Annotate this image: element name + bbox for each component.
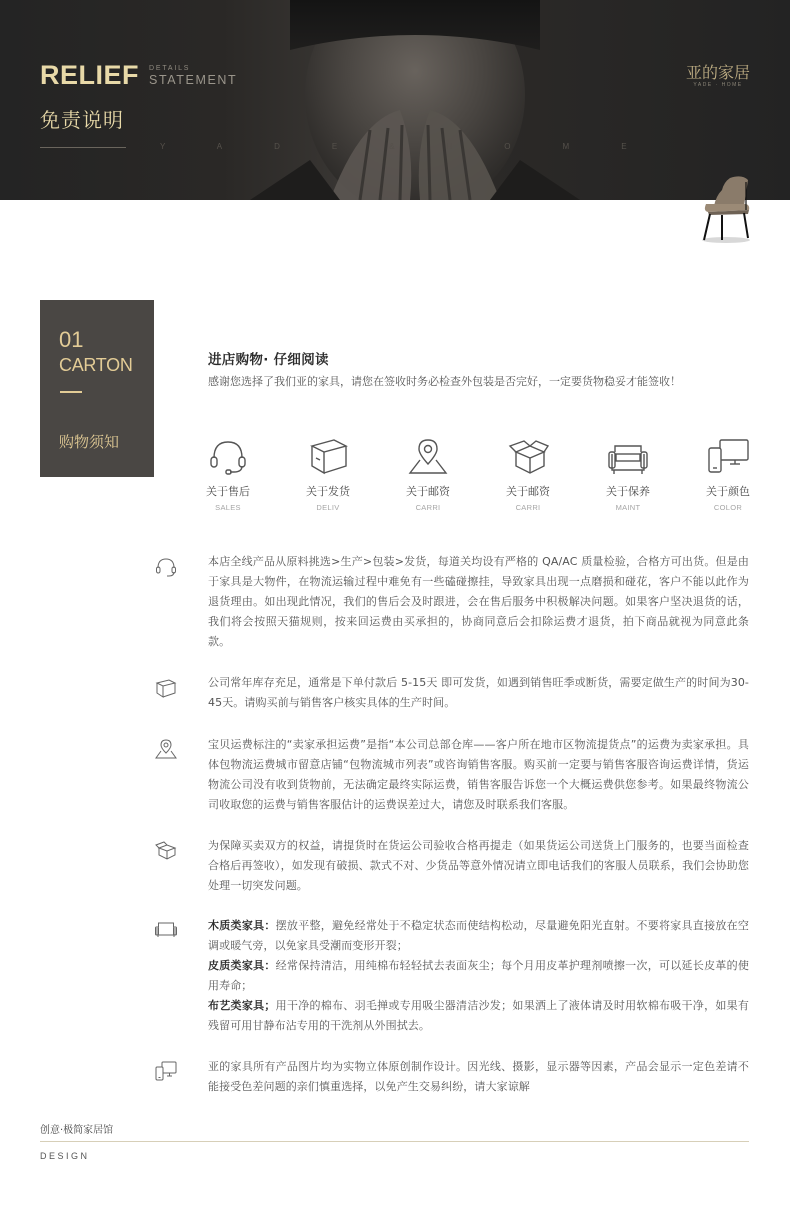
open-box-icon [506,436,550,476]
category-label-en: CARRI [515,503,541,512]
brand-logo-cn: 亚的家居 [685,63,750,82]
section-number: 01 [59,327,84,352]
category-label-cn: 关于邮资 [506,485,550,498]
category-label-en: SALES [215,503,241,512]
footer-divider [40,1141,749,1142]
location-pin-icon [154,738,178,760]
hero-divider [40,147,126,148]
section-dash [60,391,82,393]
footer-tagline: 创意·极简家居馆 [40,1125,114,1136]
category-color[interactable] [698,436,758,512]
maintenance-policy-text [208,916,749,1036]
category-label-cn: 关于发货 [306,485,350,498]
open-box-icon [154,839,178,861]
brand-logo [686,64,750,89]
hero-relief-text: RELIEF [40,60,140,90]
intro-title: 进店购物· 仔细阅读 [208,352,329,368]
intro-subtitle: 感谢您选择了我们亚的家具，请您在签收时务必检查外包装是否完好，一定要货物稳妥才能签收！ [208,375,681,388]
box-icon [306,436,350,476]
devices-icon [706,436,750,476]
hero-brand [40,62,237,89]
chair-image [696,174,756,244]
hero-details-text: DETAILS [149,65,191,72]
hero-portrait-image [250,0,580,200]
hero-banner [0,0,790,200]
box-icon [154,677,178,699]
fabric-furniture-label: 布艺类家具； [208,999,276,1012]
headset-icon [206,436,250,476]
category-label-en: MAINT [615,503,641,512]
leather-furniture-label: 皮质类家具： [208,959,276,972]
category-carriage[interactable] [398,436,458,512]
sales-policy-text: 本店全线产品从原料挑选>生产>包装>发货，每道关均设有严格的 QA/AC 质量检验，合格方可出货。但是由于家具是大物件，在物流运输过程中难免有一些磕碰擦挂，导致家具出现一点磨损和碰花，客户不能以此作为退货理由。如出现此情况，我们的售后会及时跟进，会在售后服务中积极解决问题。如果客户坚决退货的话，我们将会按照天猫规则，按来回运费由买承担的，协商同意后会扣除运费才退货，拍下商品就视为同意此条款。 [208,555,749,648]
category-sales[interactable] [198,436,258,512]
wood-furniture-label: 木质类家具： [208,919,276,932]
delivery-policy-text: 公司常年库存充足，通常是下单付款后 5-15天 即可发货，如遇到销售旺季或断货，需要定做生产的时间为30-45天。请购买前与销售客户核实具体的生产时间。 [208,676,749,709]
sofa-icon [606,436,650,476]
page-title: 免责说明 [40,108,124,132]
category-label-en: COLOR [713,503,743,512]
category-label-cn: 关于邮资 [406,485,450,498]
location-pin-icon [406,436,450,476]
category-label-en: CARRI [415,503,441,512]
category-delivery[interactable] [298,436,358,512]
brand-logo-en: YADE · HOME [693,82,743,88]
category-label-cn: 关于保养 [606,485,650,498]
category-row [198,436,758,516]
section-label-en: CARTON [59,355,133,375]
category-label-en: DELIV [316,503,340,512]
headset-icon [154,556,178,578]
section-card [40,300,154,477]
category-carriage-2[interactable] [498,436,558,512]
wood-furniture-text: 摆放平整，避免经常处于不稳定状态而使结构松动，尽量避免阳光直射。不要将家具直接放在空调或暖气旁，以免家具受潮而变形开裂； [208,919,749,952]
category-label-cn: 关于售后 [206,485,250,498]
inspection-policy-text: 为保障买卖双方的权益，请提货时在货运公司验收合格再提走（如果货运公司送货上门服务的，也要当面检查合格后再签收），如发现有破损、款式不对、少货品等意外情况请立即电话我们的客服人员联系，我们会协助您处理一切突发问题。 [208,839,749,892]
hero-statement-text: STATEMENT [149,73,238,87]
color-policy-text: 亚的家具所有产品图片均为实物立体原创制作设计。因光线、摄影，显示器等因素，产品会显示一定色差请不能接受色差问题的亲们慎重选择，以免产生交易纠纷，请大家谅解 [208,1060,749,1093]
footer-design-text: DESIGN [40,1151,90,1161]
devices-icon [154,1060,178,1082]
fabric-furniture-text: 用干净的棉布、羽毛掸或专用吸尘器清洁沙发；如果洒上了液体请及时用软棉布吸干净，如果有残留可用甘静布沾专用的干洗剂从外围拭去。 [208,999,749,1032]
category-label-cn: 关于颜色 [706,485,750,498]
section-label-cn: 购物须知 [59,433,120,451]
leather-furniture-text: 经常保持清洁，用纯棉布轻轻拭去表面灰尘；每个月用皮革护理剂喷擦一次，可以延长皮革的使用寿命； [208,959,749,992]
sofa-icon [154,918,178,940]
hero-spaced-text: YADE&HOME [160,142,679,151]
category-maintenance[interactable] [598,436,658,512]
carriage-policy-text: 宝贝运费标注的“卖家承担运费”是指“本公司总部仓库——客户所在地市区物流提货点”的运费为卖家承担。具体包物流运费城市留意店铺“包物流城市列表”或咨询销售客服。购买前一定要与销售客服咨询运费详情，货运物流公司没有收到货物前，无法确定最终实际运费，销售客服告诉您一个大概运费供您参考。如果最终物流公司收取您的运费与销售客服估计的运费误差过大，请您及时联系我们客服。 [208,738,749,811]
